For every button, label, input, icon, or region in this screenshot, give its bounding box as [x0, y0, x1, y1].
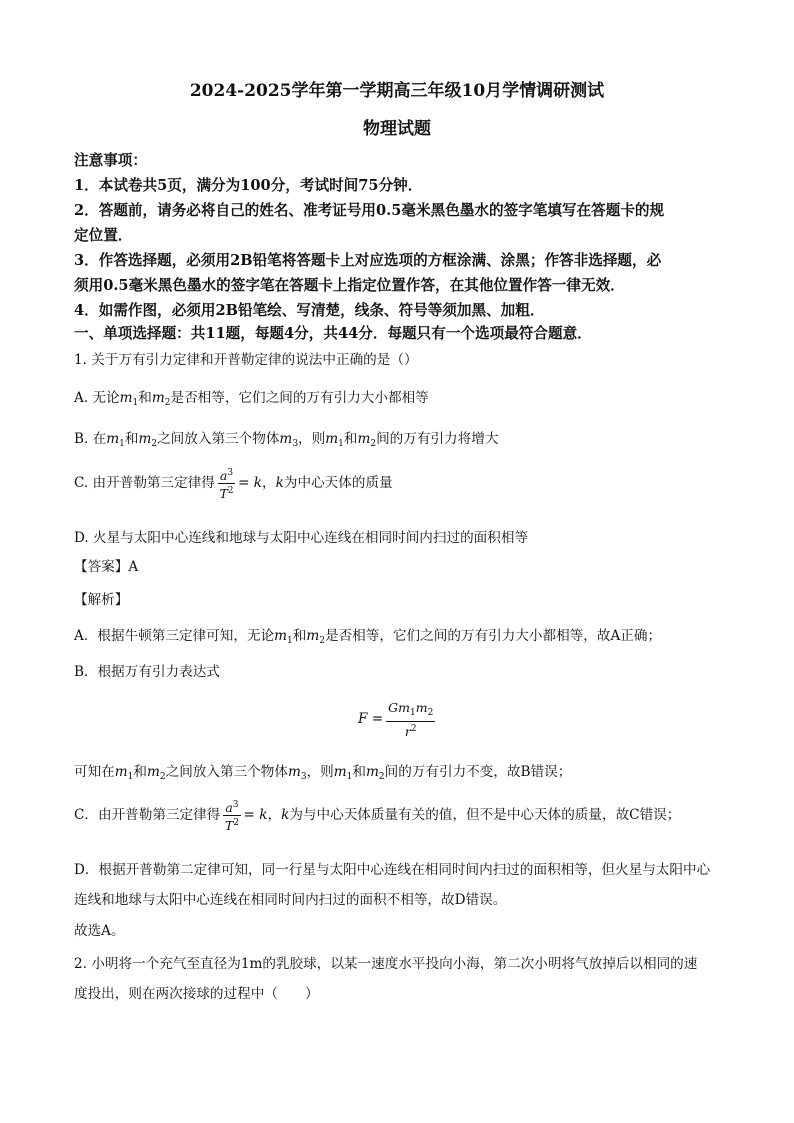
notice-item-2: 2．答题前，请务必将自己的姓名、准考证号用0.5毫米黑色墨水的签字笔填写在答题卡的规	[74, 202, 665, 219]
q1-option-a: A. 无论$m_1$和$m_2$是否相等，它们之间的万有引力大小都相等	[74, 390, 429, 408]
q1-explain-d: D．根据开普勒第二定律可知，同一行星与太阳中心连线在相同时间内扫过的面积相等，但火星与太阳中心	[74, 862, 711, 878]
q1-explain-a: A．根据牛顿第三定律可知，无论$m_1$和$m_2$是否相等，它们之间的万有引力大小都相等，故A正确；	[74, 628, 662, 646]
q1-explain-d-cont: 连线和地球与太阳中心连线在相同时间内扫过的面积不相等，故D错误。	[74, 892, 507, 908]
notice-heading: 注意事项：	[74, 152, 147, 169]
exam-title: 2024-2025学年第一学期高三年级10月学情调研测试	[189, 81, 605, 101]
q2-stem-line1: 2. 小明将一个充气至直径为1m的乳胶球，以某一速度水平投向小海，第二次小明将气放掉后以相同的速	[74, 956, 698, 972]
q1-option-b: B. 在$m_1$和$m_2$之间放入第三个物体$m_3$，则$m_1$和$m_2$间的万有引力将增大	[74, 431, 499, 449]
notice-item-1: 1．本试卷共5页，满分为100分，考试时间75分钟．	[74, 177, 423, 194]
q1-final: 故选A。	[74, 923, 125, 939]
q1-option-d: D. 火星与太阳中心连线和地球与太阳中心连线在相同时间内扫过的面积相等	[74, 530, 529, 546]
notice-item-3-cont: 须用0.5毫米黑色墨水的签字笔在答题卡上指定位置作答，在其他位置作答一律无效．	[74, 277, 625, 294]
q2-stem-line2: 度投出，则在两次接球的过程中（ ）	[74, 986, 319, 1002]
q1-explain-b-cont: 可知在$m_1$和$m_2$之间放入第三个物体$m_3$，则$m_1$和$m_2$间的万有引力不变，故B错误；	[74, 764, 572, 782]
section-heading: 一、单项选择题：共11题，每题4分，共44分．每题只有一个选项最符合题意．	[74, 325, 592, 342]
notice-item-3: 3．作答选择题，必须用2B铅笔将答题卡上对应选项的方框涂满、涂黑；作答非选择题，必	[74, 252, 662, 269]
exam-subtitle: 物理试题	[363, 119, 431, 139]
gravitation-formula: F = $\frac{Gm_1m_2}{r^2}$	[358, 700, 434, 739]
q1-stem: 1. 关于万有引力定律和开普勒定律的说法中正确的是（）	[74, 352, 418, 368]
q1-explain-b: B．根据万有引力表达式	[74, 664, 220, 680]
q1-analysis-heading: 【解析】	[74, 592, 129, 608]
kepler-fraction: $\frac{a^3}{T^2}$	[219, 468, 234, 501]
notice-item-4: 4．如需作图，必须用2B铅笔绘、写清楚，线条、符号等须加黑、加粗．	[74, 302, 545, 319]
q1-answer: 【答案】A	[74, 559, 139, 575]
q1-explain-c: C．由开普勒第三定律得 $\frac{a^3}{T^2}$ = k，k为与中心天体质量有关的值，但不是中心天体的质量，故C错误；	[74, 800, 681, 833]
q1-option-c: C. 由开普勒第三定律得 $\frac{a^3}{T^2}$ = k，k为中心天体的质量	[74, 468, 393, 501]
notice-item-2-cont: 定位置．	[74, 227, 133, 244]
